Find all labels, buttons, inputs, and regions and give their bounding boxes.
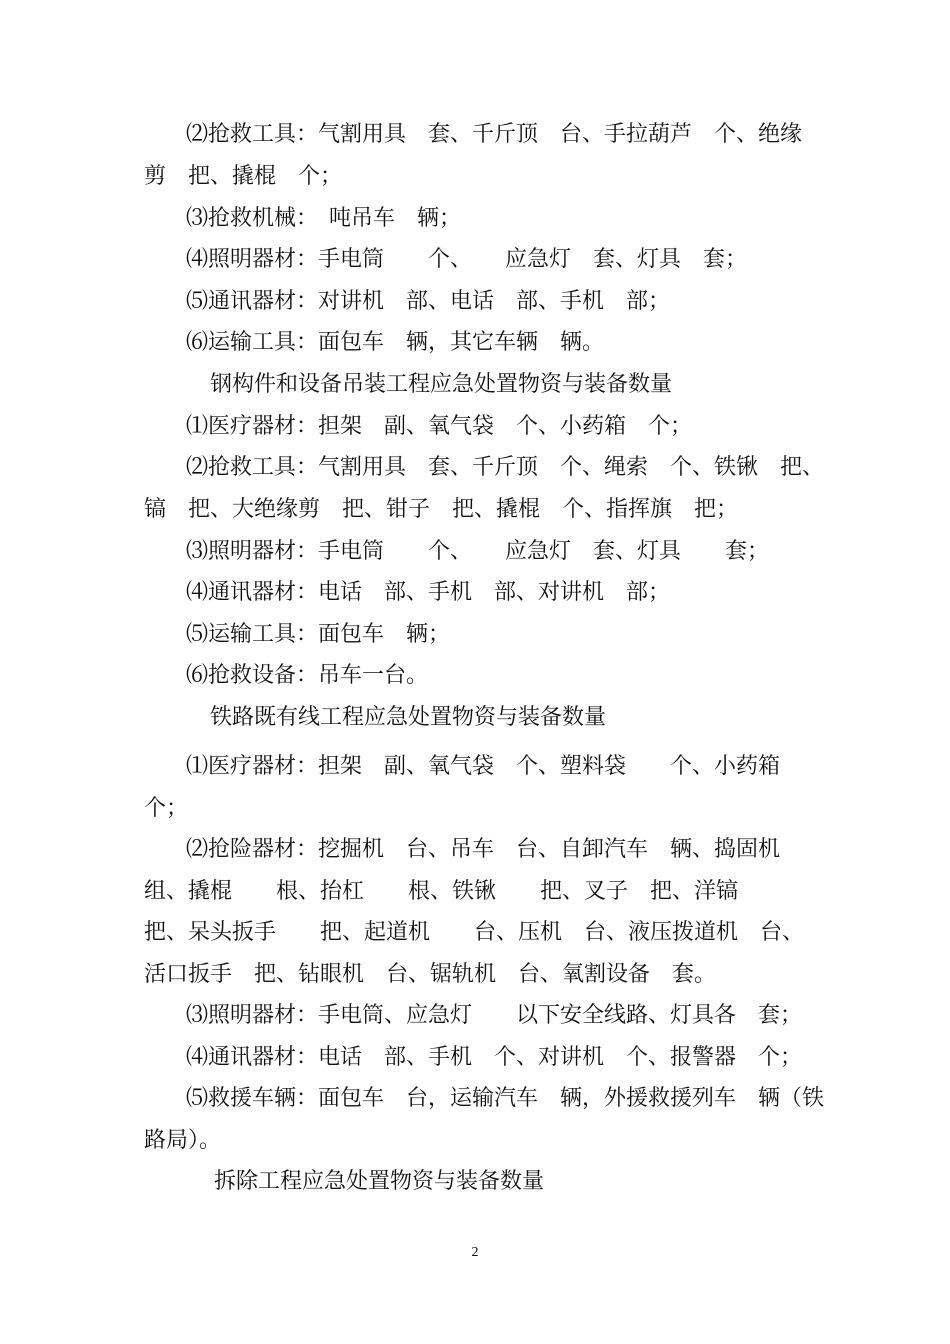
s3-item1-line1: ⑴医疗器材：担架 副、氧气袋 个、塑料袋 个、小药箱	[186, 754, 781, 779]
s4-heading: 拆除工程应急处置物资与装备数量	[214, 1169, 545, 1194]
s2-item1: ⑴医疗器材：担架 副、氧气袋 个、小药箱 个；	[186, 414, 693, 439]
s3-heading: 铁路既有线工程应急处置物资与装备数量	[210, 705, 607, 730]
s3-item2-line1: ⑵抢险器材：挖掘机 台、吊车 台、自卸汽车 辆、捣固机	[186, 837, 781, 862]
s2-item3: ⑶照明器材：手电筒 个、 应急灯 套、灯具 套；	[186, 539, 770, 564]
s1-item4: ⑷照明器材：手电筒 个、 应急灯 套、灯具 套；	[186, 247, 748, 272]
s3-item2-line3: 把、呆头扳手 把、起道机 台、压机 台、液压拨道机 台、	[144, 920, 805, 945]
s3-item3: ⑶照明器材：手电筒、应急灯 以下安全线路、灯具各 套；	[186, 1003, 803, 1028]
s2-heading: 钢构件和设备吊装工程应急处置物资与装备数量	[210, 372, 673, 397]
s2-item2-line2: 镐 把、大绝缘剪 把、钳子 把、撬棍 个、指挥旗 把；	[144, 497, 739, 522]
s3-item1-line2: 个；	[144, 796, 189, 821]
s1-item5: ⑸通讯器材：对讲机 部、电话 部、手机 部；	[186, 289, 671, 314]
s2-item6: ⑹抢救设备：吊车一台。	[186, 663, 429, 688]
s3-item2-line4: 活口扳手 把、钻眼机 台、锯轨机 台、氧割设备 套。	[144, 962, 717, 987]
s1-item2-line2: 剪 把、撬棍 个；	[144, 164, 343, 189]
s2-item4: ⑷通讯器材：电话 部、手机 部、对讲机 部；	[186, 580, 671, 605]
s3-item5-line2: 路局）。	[144, 1128, 222, 1153]
s3-item4: ⑷通讯器材：电话 部、手机 个、对讲机 个、报警器 个；	[186, 1045, 803, 1070]
s1-item2-line1: ⑵抢救工具：气割用具 套、千斤顶 台、手拉葫芦 个、绝缘	[186, 122, 803, 147]
page-number: 2	[471, 1245, 479, 1260]
s2-item2-line1: ⑵抢救工具：气割用具 套、千斤顶 个、绳索 个、铁锹 把、	[186, 455, 825, 480]
s3-item2-line2: 组、撬棍 根、抬杠 根、铁锹 把、叉子 把、洋镐	[144, 879, 739, 904]
s3-item5-line1: ⑸救援车辆：面包车 台，运输汽车 辆，外援救援列车 辆（铁	[186, 1086, 825, 1111]
s2-item5: ⑸运输工具：面包车 辆；	[186, 622, 451, 647]
s1-item6: ⑹运输工具：面包车 辆，其它车辆 辆。	[186, 330, 605, 355]
s1-item3: ⑶抢救机械： 吨吊车 辆；	[186, 206, 462, 231]
